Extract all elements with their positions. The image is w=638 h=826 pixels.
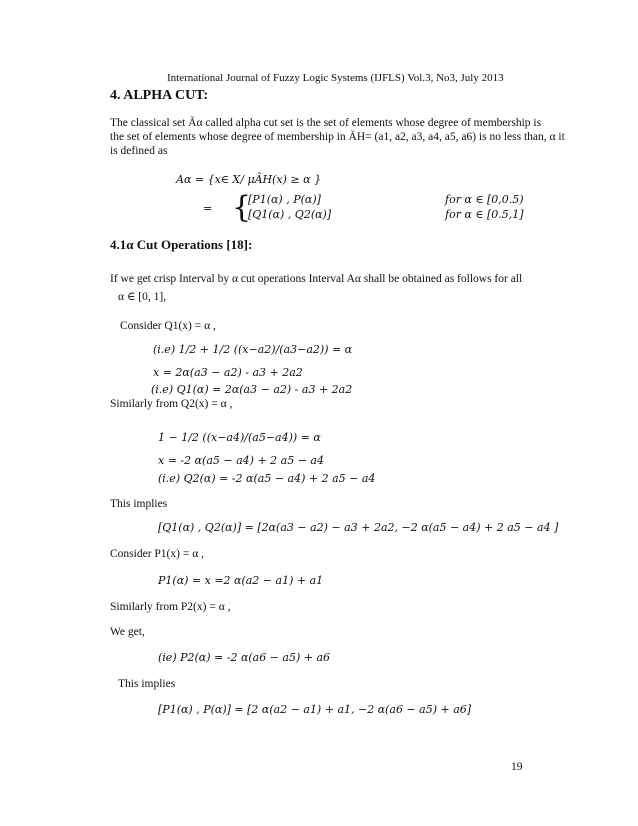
running-header: International Journal of Fuzzy Logic Systems (IJFLS) Vol.3, No3, July 2013 (167, 72, 504, 84)
similarly-q2: Similarly from Q2(x) = α , (110, 398, 233, 410)
x-from-q2: x = -2 α(a5 − a4) + 2 a5 − a4 (158, 454, 324, 467)
ie-q2-alpha: (i.e) Q2(α) = -2 α(a5 − a4) + 2 a5 − a4 (158, 472, 376, 485)
paragraph-1-line-1: The classical set Ãα called alpha cut set is the set of elements whose degree of membership is (110, 117, 542, 129)
paragraph-2-line-2: α ∈ [0, 1], (118, 291, 167, 303)
case-2-condition: for α ∈ [0.5,1] (445, 208, 524, 221)
p-interval-equation: [P1(α) , P(α)] = [2 α(a2 − a1) + a1, −2 α(a6 − a5) + a6] (158, 703, 472, 716)
ie-q1-alpha: (i.e) Q1(α) = 2α(a3 − a2) - a3 + 2a2 (151, 383, 353, 396)
p1-alpha-equation: P1(α) = x =2 α(a2 − a1) + a1 (158, 574, 324, 587)
this-implies-1: This implies (110, 498, 168, 510)
case-2-interval: [Q1(α) , Q2(α)] (248, 208, 332, 221)
ie-p2-equation: (ie) P2(α) = -2 α(a6 − a5) + a6 (158, 651, 331, 664)
alpha-cut-definition: Aα = {x∈ X/ μÃH(x) ≥ α } (176, 173, 322, 186)
paragraph-2-line-1: If we get crisp Interval by α cut operations Interval Aα shall be obtained as follows for all (110, 273, 523, 285)
q-interval-equation: [Q1(α) , Q2(α)] = [2α(a3 − a2) − a3 + 2a2, −2 α(a5 − a4) + 2 a5 − a4 ] (158, 521, 559, 534)
consider-p1: Consider P1(x) = α , (110, 548, 204, 560)
similarly-p2: Similarly from P2(x) = α , (110, 601, 231, 613)
case-equals: = (203, 202, 213, 215)
we-get: We get, (110, 626, 145, 638)
one-minus-equation: 1 − 1/2 ((x−a4)/(a5−a4)) = α (158, 431, 321, 444)
section-4-title: 4. ALPHA CUT: (110, 88, 209, 103)
case-1-condition: for α ∈ [0,0.5) (445, 193, 524, 206)
ie-fraction-equation: (i.e) 1/2 + 1/2 ((x−a2)/(a3−a2)) = α (153, 343, 353, 356)
section-4-1-title: 4.1α Cut Operations [18]: (110, 237, 253, 252)
x-from-q1: x = 2α(a3 − a2) - a3 + 2a2 (153, 366, 303, 379)
this-implies-2: This implies (118, 678, 176, 690)
case-1-interval: [P1(α) , P(α)] (248, 193, 321, 206)
consider-q1: Consider Q1(x) = α , (120, 320, 216, 332)
left-brace: { (232, 190, 252, 225)
paragraph-1-line-3: is defined as (110, 145, 168, 157)
paragraph-1-line-2: the set of elements whose degree of membership in ÃH= (a1, a2, a3, a4, a5, a6) is no less than, α it (110, 131, 565, 143)
page-number: 19 (511, 761, 523, 773)
